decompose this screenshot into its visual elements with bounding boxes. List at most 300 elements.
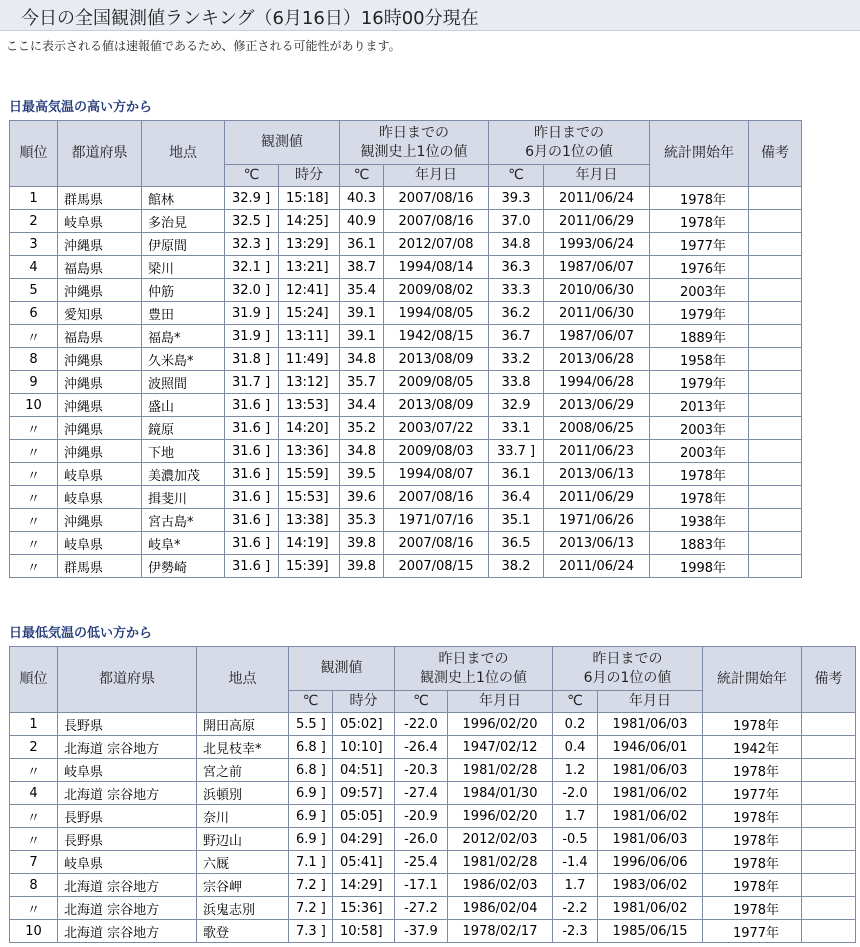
record-value-cell: -20.9 [395, 805, 448, 828]
observed-value-cell: 7.3 ] [289, 920, 333, 943]
record-date-cell: 2007/08/16 [384, 210, 489, 233]
place-cell: 下地 [142, 440, 225, 463]
high-temp-rows [10, 187, 802, 578]
june-record-date-cell: 2011/06/30 [544, 302, 650, 325]
rank-cell: 〃 [10, 325, 58, 348]
record-value-cell: 39.8 [340, 555, 384, 578]
remarks-cell [749, 463, 802, 486]
june-record-value-cell: 33.8 [489, 371, 544, 394]
june-record-date-cell: 1987/06/07 [544, 325, 650, 348]
table-row [10, 736, 856, 759]
remarks-cell [802, 851, 856, 874]
col-obs-time: 時分 [333, 691, 395, 713]
table-row [10, 417, 802, 440]
observed-value-cell: 31.9 ] [225, 325, 279, 348]
observed-time-cell: 15:53] [279, 486, 340, 509]
table-row [10, 805, 856, 828]
table-row [10, 782, 856, 805]
june-record-value-cell: 33.7 ] [489, 440, 544, 463]
prefecture-cell: 北海道 宗谷地方 [58, 782, 197, 805]
prefecture-cell: 沖縄県 [58, 233, 142, 256]
record-value-cell: 34.8 [340, 440, 384, 463]
table-row [10, 463, 802, 486]
table-row [10, 713, 856, 736]
observed-value-cell: 31.6 ] [225, 532, 279, 555]
rank-cell: 〃 [10, 532, 58, 555]
place-cell: 宮古島* [142, 509, 225, 532]
col-record-unit: ℃ [395, 691, 448, 713]
observed-time-cell: 13:21] [279, 256, 340, 279]
place-cell: 館林 [142, 187, 225, 210]
observed-time-cell: 15:59] [279, 463, 340, 486]
june-record-value-cell: -0.5 [553, 828, 598, 851]
observed-time-cell: 14:25] [279, 210, 340, 233]
record-value-cell: 34.8 [340, 348, 384, 371]
record-value-cell: 35.4 [340, 279, 384, 302]
record-value-cell: 39.8 [340, 532, 384, 555]
record-date-cell: 2009/08/03 [384, 440, 489, 463]
observed-value-cell: 6.8 ] [289, 759, 333, 782]
table-row [10, 509, 802, 532]
place-cell: 浜頓別 [197, 782, 289, 805]
june-record-date-cell: 1971/06/26 [544, 509, 650, 532]
remarks-cell [802, 782, 856, 805]
june-record-date-cell: 2011/06/23 [544, 440, 650, 463]
june-record-value-cell: 36.3 [489, 256, 544, 279]
start-year-cell: 1978年 [703, 805, 802, 828]
record-date-cell: 1942/08/15 [384, 325, 489, 348]
record-date-cell: 1947/02/12 [448, 736, 553, 759]
record-date-cell: 2009/08/02 [384, 279, 489, 302]
observed-value-cell: 6.9 ] [289, 805, 333, 828]
prefecture-cell: 沖縄県 [58, 394, 142, 417]
observed-time-cell: 14:29] [333, 874, 395, 897]
start-year-cell: 1978年 [703, 828, 802, 851]
table-row [10, 851, 856, 874]
start-year-cell: 1978年 [650, 463, 749, 486]
start-year-cell: 1977年 [650, 233, 749, 256]
table-row [10, 187, 802, 210]
record-date-cell: 2013/08/09 [384, 394, 489, 417]
observed-time-cell: 13:29] [279, 233, 340, 256]
place-cell: 歌登 [197, 920, 289, 943]
place-cell: 美濃加茂 [142, 463, 225, 486]
june-record-value-cell: 36.2 [489, 302, 544, 325]
table-row [10, 256, 802, 279]
remarks-cell [749, 509, 802, 532]
record-date-cell: 2013/08/09 [384, 348, 489, 371]
june-record-value-cell: 1.7 [553, 874, 598, 897]
record-date-cell: 2007/08/15 [384, 555, 489, 578]
start-year-cell: 1978年 [703, 759, 802, 782]
rank-cell: 〃 [10, 805, 58, 828]
remarks-cell [749, 233, 802, 256]
col-record-unit: ℃ [340, 165, 384, 187]
record-date-cell: 1984/01/30 [448, 782, 553, 805]
table-row [10, 759, 856, 782]
prefecture-cell: 群馬県 [58, 555, 142, 578]
table-row [10, 828, 856, 851]
observed-time-cell: 12:41] [279, 279, 340, 302]
col-june-record: 昨日までの 6月の1位の値 [489, 121, 650, 165]
june-record-value-cell: 35.1 [489, 509, 544, 532]
remarks-cell [802, 805, 856, 828]
june-record-date-cell: 1981/06/03 [598, 713, 703, 736]
rank-cell: 7 [10, 851, 58, 874]
observed-value-cell: 32.5 ] [225, 210, 279, 233]
rank-cell: 〃 [10, 509, 58, 532]
col-place: 地点 [197, 647, 289, 713]
june-record-value-cell: 36.4 [489, 486, 544, 509]
col-obs-unit: ℃ [225, 165, 279, 187]
start-year-cell: 1977年 [703, 782, 802, 805]
record-value-cell: -26.0 [395, 828, 448, 851]
observed-time-cell: 04:51] [333, 759, 395, 782]
june-record-date-cell: 2011/06/29 [544, 486, 650, 509]
record-date-cell: 1981/02/28 [448, 851, 553, 874]
record-value-cell: 39.6 [340, 486, 384, 509]
observed-time-cell: 15:36] [333, 897, 395, 920]
observed-time-cell: 05:05] [333, 805, 395, 828]
low-temp-section-title: 日最低気温の低い方から [9, 626, 153, 641]
prefecture-cell: 福島県 [58, 256, 142, 279]
place-cell: 仲筋 [142, 279, 225, 302]
place-cell: 岐阜* [142, 532, 225, 555]
june-record-value-cell: 36.7 [489, 325, 544, 348]
remarks-cell [749, 256, 802, 279]
rank-cell: 〃 [10, 486, 58, 509]
rank-cell: 3 [10, 233, 58, 256]
june-record-date-cell: 1981/06/02 [598, 805, 703, 828]
disclaimer-note: ここに表示される値は速報値であるため、修正される可能性があります。 [6, 39, 401, 53]
start-year-cell: 1978年 [650, 486, 749, 509]
observed-value-cell: 31.7 ] [225, 371, 279, 394]
prefecture-cell: 福島県 [58, 325, 142, 348]
prefecture-cell: 岐阜県 [58, 463, 142, 486]
june-record-date-cell: 2013/06/29 [544, 394, 650, 417]
remarks-cell [749, 486, 802, 509]
col-observed: 観測値 [289, 647, 395, 691]
col-june-date: 年月日 [598, 691, 703, 713]
observed-time-cell: 14:19] [279, 532, 340, 555]
start-year-cell: 1976年 [650, 256, 749, 279]
start-year-cell: 1942年 [703, 736, 802, 759]
june-record-value-cell: -2.3 [553, 920, 598, 943]
record-value-cell: -22.0 [395, 713, 448, 736]
start-year-cell: 1978年 [703, 874, 802, 897]
place-cell: 揖斐川 [142, 486, 225, 509]
page-title: 今日の全国観測値ランキング（6月16日）16時00分現在 [21, 8, 479, 29]
remarks-cell [749, 302, 802, 325]
june-record-value-cell: 32.9 [489, 394, 544, 417]
rank-cell: 4 [10, 782, 58, 805]
observed-time-cell: 15:24] [279, 302, 340, 325]
prefecture-cell: 北海道 宗谷地方 [58, 920, 197, 943]
col-all-time-record: 昨日までの 観測史上1位の値 [395, 647, 553, 691]
record-date-cell: 1978/02/17 [448, 920, 553, 943]
june-record-date-cell: 2013/06/28 [544, 348, 650, 371]
observed-value-cell: 31.6 ] [225, 440, 279, 463]
col-observed: 観測値 [225, 121, 340, 165]
col-record-date: 年月日 [384, 165, 489, 187]
prefecture-cell: 岐阜県 [58, 532, 142, 555]
observed-time-cell: 14:20] [279, 417, 340, 440]
place-cell: 波照間 [142, 371, 225, 394]
place-cell: 北見枝幸* [197, 736, 289, 759]
record-date-cell: 2007/08/16 [384, 187, 489, 210]
prefecture-cell: 長野県 [58, 713, 197, 736]
observed-time-cell: 13:36] [279, 440, 340, 463]
low-temp-rows [10, 713, 856, 943]
prefecture-cell: 長野県 [58, 805, 197, 828]
prefecture-cell: 沖縄県 [58, 371, 142, 394]
observed-value-cell: 7.1 ] [289, 851, 333, 874]
place-cell: 伊原間 [142, 233, 225, 256]
june-record-date-cell: 2011/06/24 [544, 555, 650, 578]
june-record-date-cell: 1985/06/15 [598, 920, 703, 943]
observed-time-cell: 05:41] [333, 851, 395, 874]
observed-time-cell: 04:29] [333, 828, 395, 851]
table-row [10, 371, 802, 394]
record-value-cell: 40.9 [340, 210, 384, 233]
observed-value-cell: 6.9 ] [289, 782, 333, 805]
june-record-date-cell: 1946/06/01 [598, 736, 703, 759]
june-record-date-cell: 2013/06/13 [544, 532, 650, 555]
place-cell: 梁川 [142, 256, 225, 279]
col-june-date: 年月日 [544, 165, 650, 187]
remarks-cell [749, 187, 802, 210]
record-value-cell: -37.9 [395, 920, 448, 943]
june-record-date-cell: 2010/06/30 [544, 279, 650, 302]
record-value-cell: 34.4 [340, 394, 384, 417]
col-start-year: 統計開始年 [650, 121, 749, 187]
june-record-value-cell: -2.2 [553, 897, 598, 920]
record-value-cell: -17.1 [395, 874, 448, 897]
remarks-cell [802, 736, 856, 759]
observed-value-cell: 6.8 ] [289, 736, 333, 759]
rank-cell: 2 [10, 210, 58, 233]
place-cell: 浜鬼志別 [197, 897, 289, 920]
observed-value-cell: 32.9 ] [225, 187, 279, 210]
prefecture-cell: 沖縄県 [58, 440, 142, 463]
high-temp-ranking-table [9, 120, 802, 578]
remarks-cell [802, 713, 856, 736]
record-date-cell: 1986/02/03 [448, 874, 553, 897]
table-row [10, 210, 802, 233]
remarks-cell [802, 759, 856, 782]
june-record-value-cell: 34.8 [489, 233, 544, 256]
record-date-cell: 1994/08/07 [384, 463, 489, 486]
june-record-date-cell: 1993/06/24 [544, 233, 650, 256]
start-year-cell: 1938年 [650, 509, 749, 532]
observed-value-cell: 31.6 ] [225, 417, 279, 440]
record-value-cell: -27.2 [395, 897, 448, 920]
prefecture-cell: 北海道 宗谷地方 [58, 736, 197, 759]
table-row [10, 233, 802, 256]
prefecture-cell: 沖縄県 [58, 509, 142, 532]
start-year-cell: 1883年 [650, 532, 749, 555]
observed-time-cell: 10:10] [333, 736, 395, 759]
june-record-date-cell: 1987/06/07 [544, 256, 650, 279]
observed-value-cell: 31.6 ] [225, 463, 279, 486]
june-record-value-cell: 1.7 [553, 805, 598, 828]
record-date-cell: 1971/07/16 [384, 509, 489, 532]
prefecture-cell: 沖縄県 [58, 279, 142, 302]
table-row [10, 302, 802, 325]
june-record-date-cell: 1981/06/02 [598, 782, 703, 805]
rank-cell: 8 [10, 348, 58, 371]
record-value-cell: 40.3 [340, 187, 384, 210]
place-cell: 伊勢崎 [142, 555, 225, 578]
observed-time-cell: 15:18] [279, 187, 340, 210]
place-cell: 多治見 [142, 210, 225, 233]
june-record-value-cell: 33.3 [489, 279, 544, 302]
place-cell: 宗谷岬 [197, 874, 289, 897]
rank-cell: 1 [10, 713, 58, 736]
record-value-cell: -25.4 [395, 851, 448, 874]
june-record-value-cell: 38.2 [489, 555, 544, 578]
rank-cell: 6 [10, 302, 58, 325]
observed-value-cell: 5.5 ] [289, 713, 333, 736]
start-year-cell: 1998年 [650, 555, 749, 578]
remarks-cell [749, 532, 802, 555]
observed-time-cell: 11:49] [279, 348, 340, 371]
table-row [10, 897, 856, 920]
col-place: 地点 [142, 121, 225, 187]
record-date-cell: 1994/08/05 [384, 302, 489, 325]
june-record-value-cell: 0.4 [553, 736, 598, 759]
observed-value-cell: 32.0 ] [225, 279, 279, 302]
june-record-date-cell: 2013/06/13 [544, 463, 650, 486]
record-date-cell: 1981/02/28 [448, 759, 553, 782]
june-record-value-cell: 33.2 [489, 348, 544, 371]
observed-value-cell: 32.3 ] [225, 233, 279, 256]
record-value-cell: 39.5 [340, 463, 384, 486]
rank-cell: 8 [10, 874, 58, 897]
place-cell: 六厩 [197, 851, 289, 874]
june-record-date-cell: 2008/06/25 [544, 417, 650, 440]
june-record-value-cell: 1.2 [553, 759, 598, 782]
col-remarks: 備考 [749, 121, 802, 187]
table-row [10, 440, 802, 463]
prefecture-cell: 岐阜県 [58, 210, 142, 233]
record-date-cell: 2007/08/16 [384, 486, 489, 509]
rank-cell: 〃 [10, 555, 58, 578]
col-prefecture: 都道府県 [58, 647, 197, 713]
remarks-cell [749, 555, 802, 578]
rank-cell: 〃 [10, 828, 58, 851]
prefecture-cell: 沖縄県 [58, 417, 142, 440]
place-cell: 開田高原 [197, 713, 289, 736]
record-date-cell: 1996/02/20 [448, 805, 553, 828]
rank-cell: 〃 [10, 417, 58, 440]
table-row [10, 279, 802, 302]
record-value-cell: 39.1 [340, 302, 384, 325]
june-record-value-cell: 39.3 [489, 187, 544, 210]
june-record-value-cell: 0.2 [553, 713, 598, 736]
rank-cell: 10 [10, 920, 58, 943]
rank-cell: 4 [10, 256, 58, 279]
june-record-value-cell: 33.1 [489, 417, 544, 440]
record-value-cell: 35.2 [340, 417, 384, 440]
observed-value-cell: 7.2 ] [289, 897, 333, 920]
observed-value-cell: 31.8 ] [225, 348, 279, 371]
observed-value-cell: 6.9 ] [289, 828, 333, 851]
remarks-cell [802, 874, 856, 897]
start-year-cell: 1978年 [703, 897, 802, 920]
rank-cell: 〃 [10, 463, 58, 486]
prefecture-cell: 岐阜県 [58, 851, 197, 874]
observed-value-cell: 31.6 ] [225, 509, 279, 532]
june-record-date-cell: 2011/06/29 [544, 210, 650, 233]
june-record-value-cell: 36.5 [489, 532, 544, 555]
start-year-cell: 1979年 [650, 302, 749, 325]
place-cell: 奈川 [197, 805, 289, 828]
col-june-unit: ℃ [489, 165, 544, 187]
prefecture-cell: 長野県 [58, 828, 197, 851]
start-year-cell: 1979年 [650, 371, 749, 394]
remarks-cell [802, 828, 856, 851]
table-row [10, 874, 856, 897]
col-june-record: 昨日までの 6月の1位の値 [553, 647, 703, 691]
start-year-cell: 1889年 [650, 325, 749, 348]
start-year-cell: 1978年 [703, 851, 802, 874]
prefecture-cell: 愛知県 [58, 302, 142, 325]
rank-cell: 5 [10, 279, 58, 302]
place-cell: 福島* [142, 325, 225, 348]
col-all-time-record: 昨日までの 観測史上1位の値 [340, 121, 489, 165]
observed-time-cell: 09:57] [333, 782, 395, 805]
start-year-cell: 1978年 [650, 187, 749, 210]
start-year-cell: 1978年 [703, 713, 802, 736]
observed-value-cell: 31.6 ] [225, 394, 279, 417]
col-rank: 順位 [10, 647, 58, 713]
start-year-cell: 2003年 [650, 279, 749, 302]
june-record-date-cell: 1996/06/06 [598, 851, 703, 874]
place-cell: 野辺山 [197, 828, 289, 851]
prefecture-cell: 岐阜県 [58, 759, 197, 782]
rank-cell: 1 [10, 187, 58, 210]
prefecture-cell: 北海道 宗谷地方 [58, 874, 197, 897]
record-value-cell: -26.4 [395, 736, 448, 759]
rank-cell: 〃 [10, 759, 58, 782]
remarks-cell [749, 325, 802, 348]
start-year-cell: 2013年 [650, 394, 749, 417]
observed-value-cell: 31.6 ] [225, 555, 279, 578]
june-record-date-cell: 1981/06/03 [598, 759, 703, 782]
remarks-cell [749, 371, 802, 394]
table-row [10, 486, 802, 509]
observed-time-cell: 05:02] [333, 713, 395, 736]
record-value-cell: 38.7 [340, 256, 384, 279]
record-date-cell: 2012/02/03 [448, 828, 553, 851]
rank-cell: 9 [10, 371, 58, 394]
record-date-cell: 1994/08/14 [384, 256, 489, 279]
june-record-value-cell: -1.4 [553, 851, 598, 874]
june-record-date-cell: 2011/06/24 [544, 187, 650, 210]
remarks-cell [749, 348, 802, 371]
col-remarks: 備考 [802, 647, 856, 713]
june-record-value-cell: -2.0 [553, 782, 598, 805]
prefecture-cell: 北海道 宗谷地方 [58, 897, 197, 920]
start-year-cell: 1958年 [650, 348, 749, 371]
place-cell: 鏡原 [142, 417, 225, 440]
col-june-unit: ℃ [553, 691, 598, 713]
place-cell: 豊田 [142, 302, 225, 325]
place-cell: 宮之前 [197, 759, 289, 782]
remarks-cell [749, 394, 802, 417]
start-year-cell: 2003年 [650, 417, 749, 440]
